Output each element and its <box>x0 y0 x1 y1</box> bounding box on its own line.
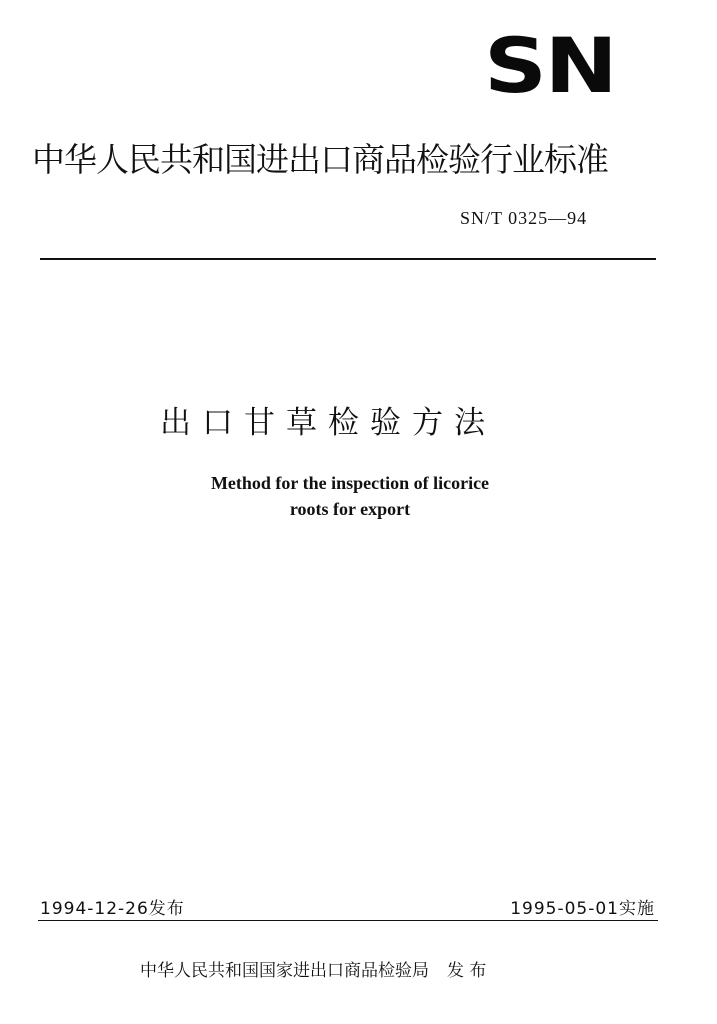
publisher-name: 中华人民共和国国家进出口商品检验局 <box>140 961 429 981</box>
publisher-action: 发 布 <box>447 961 487 981</box>
publisher-line <box>140 958 580 984</box>
document-title-en-line2: roots for export <box>289 499 411 519</box>
top-divider <box>40 258 656 260</box>
standard-category-title: 中华人民共和国进出口商品检验行业标准 <box>32 140 608 179</box>
standard-number: SN/T 0325—94 <box>460 208 588 228</box>
bottom-divider <box>38 920 658 921</box>
issue-date: 1994-12-26发布 <box>40 899 185 919</box>
document-title-cn: 出口甘草检验方法 <box>160 405 496 441</box>
document-title-en-line1: Method for the inspection of licorice <box>210 473 490 493</box>
document-title-en <box>120 470 580 522</box>
effective-date: 1995-05-01实施 <box>510 899 655 919</box>
sn-logo: SN <box>484 21 616 110</box>
